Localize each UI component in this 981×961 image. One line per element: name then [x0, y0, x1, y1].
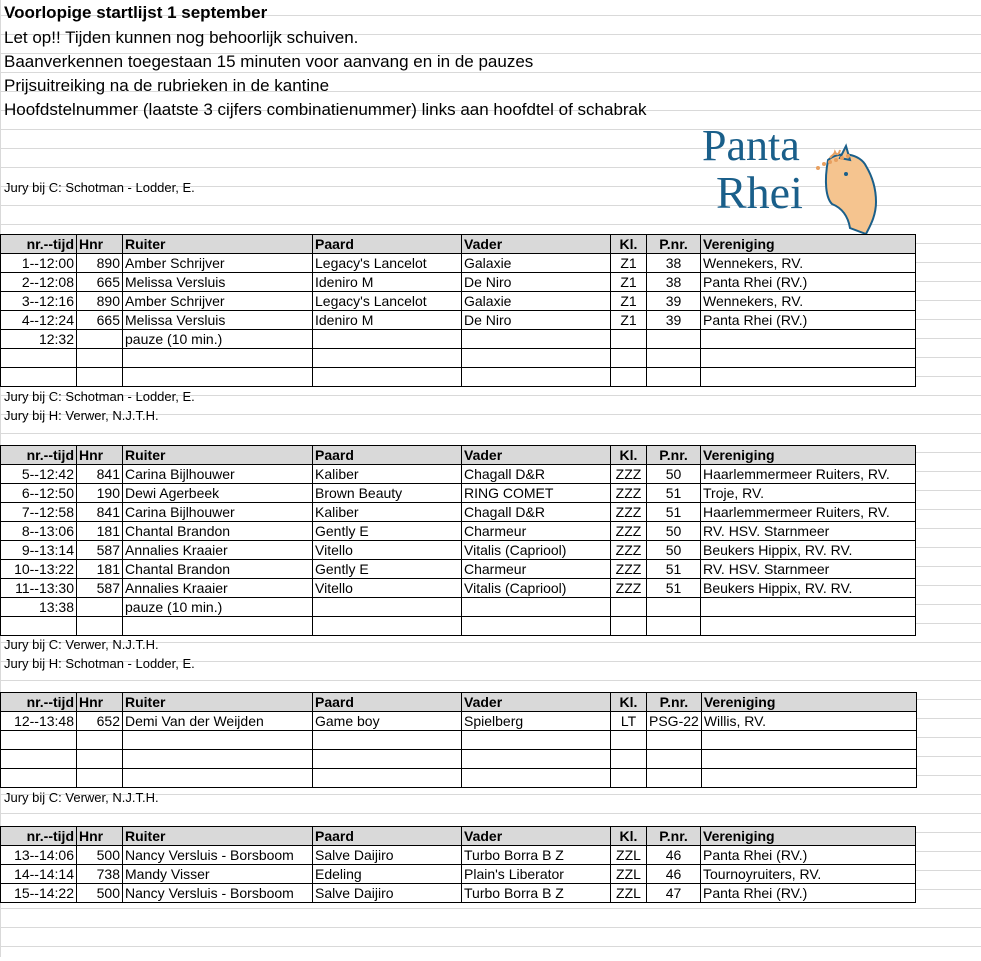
notice-line: Hoofdstelnummer (laatste 3 cijfers combinatienummer) links aan hoofdtel of schabrak: [4, 100, 647, 119]
cell-club: Haarlemmermeer Ruiters, RV.: [701, 503, 916, 522]
cell-rider: Annalies Kraaier: [123, 579, 313, 598]
col-header: Ruiter: [123, 693, 313, 712]
cell-horse: Salve Daijiro: [313, 884, 462, 903]
jury-line: Jury bij H: Verwer, N.J.T.H.: [4, 408, 159, 423]
cell-pnr: 50: [647, 522, 701, 541]
cell-horse: Kaliber: [313, 503, 462, 522]
cell-pnr: 39: [647, 311, 701, 330]
cell-horse: Game boy: [313, 712, 462, 731]
cell-club: Beukers Hippix, RV. RV.: [701, 541, 916, 560]
cell-hnr: 181: [77, 560, 123, 579]
col-header: nr.--tijd: [1, 827, 77, 846]
cell-rider: Melissa Versluis: [123, 273, 313, 292]
cell-horse: Ideniro M: [313, 311, 462, 330]
jury-line: Jury bij H: Schotman - Lodder, E.: [4, 656, 195, 671]
cell-time: 6--12:50: [1, 484, 77, 503]
start-table-1: [0, 234, 916, 387]
cell-time: 5--12:42: [1, 465, 77, 484]
pause-row: [1, 330, 916, 349]
cell-time: 4--12:24: [1, 311, 77, 330]
cell-class: Z1: [611, 254, 647, 273]
cell-time: 3--12:16: [1, 292, 77, 311]
cell-horse: Gently E: [313, 560, 462, 579]
cell-pnr: 47: [647, 884, 701, 903]
cell-class: ZZZ: [611, 503, 647, 522]
cell-sire: De Niro: [462, 311, 611, 330]
cell-club: Haarlemmermeer Ruiters, RV.: [701, 465, 916, 484]
cell-club: Panta Rhei (RV.): [701, 846, 916, 865]
col-header: P.nr.: [647, 235, 701, 254]
table-row: [1, 484, 916, 503]
cell-pnr: 46: [647, 865, 701, 884]
table-header-row: [1, 827, 916, 846]
cell-hnr: 738: [77, 865, 123, 884]
pause-label: pauze (10 min.): [123, 330, 313, 349]
cell-class: Z1: [611, 273, 647, 292]
cell-hnr: 190: [77, 484, 123, 503]
cell-time: 10--13:22: [1, 560, 77, 579]
cell-class: ZZL: [611, 846, 647, 865]
cell-horse: Kaliber: [313, 465, 462, 484]
cell-sire: De Niro: [462, 273, 611, 292]
cell-club: Troje, RV.: [701, 484, 916, 503]
cell-sire: Turbo Borra B Z: [462, 884, 611, 903]
page-title: Voorlopige startlijst 1 september: [4, 3, 268, 22]
table-row: [1, 579, 916, 598]
cell-sire: Vitalis (Capriool): [462, 541, 611, 560]
cell-class: ZZZ: [611, 560, 647, 579]
cell-horse: Gently E: [313, 522, 462, 541]
table-row: [1, 865, 916, 884]
cell-class: ZZZ: [611, 522, 647, 541]
cell-pnr: PSG-22: [647, 712, 702, 731]
horse-head-icon: [816, 146, 876, 234]
cell-sire: Chagall D&R: [462, 465, 611, 484]
cell-time: 13:38: [1, 598, 77, 617]
cell-pnr: 50: [647, 541, 701, 560]
cell-sire: Galaxie: [462, 292, 611, 311]
col-header: P.nr.: [647, 827, 701, 846]
col-header: Vereniging: [701, 693, 916, 712]
cell-club: Panta Rhei (RV.): [701, 884, 916, 903]
cell-pnr: 38: [647, 254, 701, 273]
col-header: Hnr: [77, 827, 123, 846]
col-header: P.nr.: [647, 693, 702, 712]
cell-pnr: 38: [647, 273, 701, 292]
cell-rider: Melissa Versluis: [123, 311, 313, 330]
cell-sire: Charmeur: [462, 560, 611, 579]
cell-hnr: 587: [77, 541, 123, 560]
cell-rider: Amber Schrijver: [123, 254, 313, 273]
jury-line: Jury bij C: Verwer, N.J.T.H.: [4, 637, 159, 652]
col-header: Paard: [313, 827, 462, 846]
cell-club: RV. HSV. Starnmeer: [701, 522, 916, 541]
col-header: Vader: [462, 827, 611, 846]
cell-sire: RING COMET: [462, 484, 611, 503]
start-table-4: [0, 826, 916, 903]
cell-hnr: 665: [77, 311, 123, 330]
cell-hnr: 665: [77, 273, 123, 292]
col-header: Paard: [313, 446, 462, 465]
table-header-row: [1, 446, 916, 465]
cell-pnr: 39: [647, 292, 701, 311]
cell-sire: Plain's Liberator: [462, 865, 611, 884]
cell-club: Willis, RV.: [701, 712, 916, 731]
cell-time: 8--13:06: [1, 522, 77, 541]
table-row: [1, 541, 916, 560]
pause-label: pauze (10 min.): [123, 598, 313, 617]
cell-sire: Vitalis (Capriool): [462, 579, 611, 598]
col-header: Kl.: [611, 235, 647, 254]
table-row: [1, 560, 916, 579]
cell-club: Panta Rhei (RV.): [701, 273, 916, 292]
col-header: Kl.: [611, 827, 647, 846]
cell-rider: Nancy Versluis - Borsboom: [123, 846, 313, 865]
notice-line: Prijsuitreiking na de rubrieken in de kantine: [4, 76, 330, 95]
cell-class: ZZZ: [611, 484, 647, 503]
cell-hnr: 890: [77, 292, 123, 311]
col-header: Vader: [462, 235, 611, 254]
cell-class: ZZL: [611, 884, 647, 903]
col-header: nr.--tijd: [1, 693, 77, 712]
jury-line: Jury bij C: Verwer, N.J.T.H.: [4, 790, 159, 805]
cell-horse: Ideniro M: [313, 273, 462, 292]
cell-club: Tournoyruiters, RV.: [701, 865, 916, 884]
col-header: Kl.: [611, 446, 647, 465]
cell-horse: Legacy's Lancelot: [313, 292, 462, 311]
cell-club: RV. HSV. Starnmeer: [701, 560, 916, 579]
col-header: Ruiter: [123, 827, 313, 846]
cell-rider: Nancy Versluis - Borsboom: [123, 884, 313, 903]
cell-pnr: 51: [647, 503, 701, 522]
cell-time: 14--14:14: [1, 865, 77, 884]
cell-hnr: 841: [77, 503, 123, 522]
cell-horse: Edeling: [313, 865, 462, 884]
table-row: [1, 503, 916, 522]
col-header: Hnr: [77, 693, 123, 712]
cell-class: ZZZ: [611, 465, 647, 484]
cell-horse: Salve Daijiro: [313, 846, 462, 865]
cell-horse: Brown Beauty: [313, 484, 462, 503]
cell-hnr: 841: [77, 465, 123, 484]
cell-class: Z1: [611, 292, 647, 311]
notice-line: Let op!! Tijden kunnen nog behoorlijk schuiven.: [4, 28, 359, 47]
cell-rider: Carina Bijlhouwer: [123, 465, 313, 484]
logo-text-bottom: Rhei: [716, 167, 803, 218]
cell-rider: Carina Bijlhouwer: [123, 503, 313, 522]
cell-time: 13--14:06: [1, 846, 77, 865]
col-header: Kl.: [611, 693, 647, 712]
cell-hnr: 500: [77, 846, 123, 865]
jury-line: Jury bij C: Schotman - Lodder, E.: [4, 180, 195, 195]
cell-rider: Demi Van der Weijden: [123, 712, 313, 731]
cell-class: ZZZ: [611, 541, 647, 560]
col-header: Paard: [313, 235, 462, 254]
jury-line: Jury bij C: Schotman - Lodder, E.: [4, 389, 195, 404]
table-row: [1, 884, 916, 903]
cell-club: Panta Rhei (RV.): [701, 311, 916, 330]
cell-hnr: 890: [77, 254, 123, 273]
table-row: [1, 311, 916, 330]
col-header: nr.--tijd: [1, 446, 77, 465]
table-row: [1, 292, 916, 311]
cell-sire: Spielberg: [462, 712, 611, 731]
cell-horse: Vitello: [313, 541, 462, 560]
cell-time: 7--12:58: [1, 503, 77, 522]
cell-pnr: 46: [647, 846, 701, 865]
table-header-row: [1, 235, 916, 254]
cell-pnr: 50: [647, 465, 701, 484]
col-header: Paard: [313, 693, 462, 712]
cell-class: LT: [611, 712, 647, 731]
col-header: Vereniging: [701, 827, 916, 846]
cell-time: 9--13:14: [1, 541, 77, 560]
cell-rider: Annalies Kraaier: [123, 541, 313, 560]
cell-rider: Dewi Agerbeek: [123, 484, 313, 503]
cell-hnr: 652: [77, 712, 123, 731]
table-row: [1, 465, 916, 484]
pause-row: [1, 598, 916, 617]
col-header: nr.--tijd: [1, 235, 77, 254]
cell-sire: Charmeur: [462, 522, 611, 541]
cell-class: ZZZ: [611, 579, 647, 598]
col-header: Ruiter: [123, 235, 313, 254]
cell-time: 12:32: [1, 330, 77, 349]
cell-rider: Chantal Brandon: [123, 522, 313, 541]
start-table-2: [0, 445, 916, 636]
col-header: Vader: [462, 693, 611, 712]
cell-time: 1--12:00: [1, 254, 77, 273]
cell-sire: Galaxie: [462, 254, 611, 273]
cell-time: 12--13:48: [1, 712, 77, 731]
cell-sire: Chagall D&R: [462, 503, 611, 522]
col-header: Hnr: [77, 446, 123, 465]
col-header: P.nr.: [647, 446, 701, 465]
col-header: Vader: [462, 446, 611, 465]
cell-rider: Chantal Brandon: [123, 560, 313, 579]
table-row: [1, 522, 916, 541]
cell-club: Wennekers, RV.: [701, 254, 916, 273]
col-header: Hnr: [77, 235, 123, 254]
cell-pnr: 51: [647, 560, 701, 579]
cell-sire: Turbo Borra B Z: [462, 846, 611, 865]
cell-pnr: 51: [647, 484, 701, 503]
notice-line: Baanverkennen toegestaan 15 minuten voor aanvang en in de pauzes: [4, 52, 534, 71]
panta-rhei-logo: [700, 118, 882, 240]
start-table-3: [0, 692, 917, 788]
cell-club: Beukers Hippix, RV. RV.: [701, 579, 916, 598]
cell-class: ZZL: [611, 865, 647, 884]
cell-hnr: 181: [77, 522, 123, 541]
cell-hnr: 500: [77, 884, 123, 903]
table-header-row: [1, 693, 917, 712]
cell-horse: Legacy's Lancelot: [313, 254, 462, 273]
cell-time: 15--14:22: [1, 884, 77, 903]
table-row: [1, 254, 916, 273]
col-header: Ruiter: [123, 446, 313, 465]
cell-horse: Vitello: [313, 579, 462, 598]
col-header: Vereniging: [701, 235, 916, 254]
logo-text-top: Panta: [702, 121, 800, 170]
table-row: [1, 846, 916, 865]
table-row: [1, 712, 917, 731]
table-row: [1, 273, 916, 292]
cell-pnr: 51: [647, 579, 701, 598]
cell-club: Wennekers, RV.: [701, 292, 916, 311]
cell-time: 11--13:30: [1, 579, 77, 598]
cell-rider: Mandy Visser: [123, 865, 313, 884]
cell-class: Z1: [611, 311, 647, 330]
cell-hnr: 587: [77, 579, 123, 598]
cell-rider: Amber Schrijver: [123, 292, 313, 311]
cell-time: 2--12:08: [1, 273, 77, 292]
col-header: Vereniging: [701, 446, 916, 465]
